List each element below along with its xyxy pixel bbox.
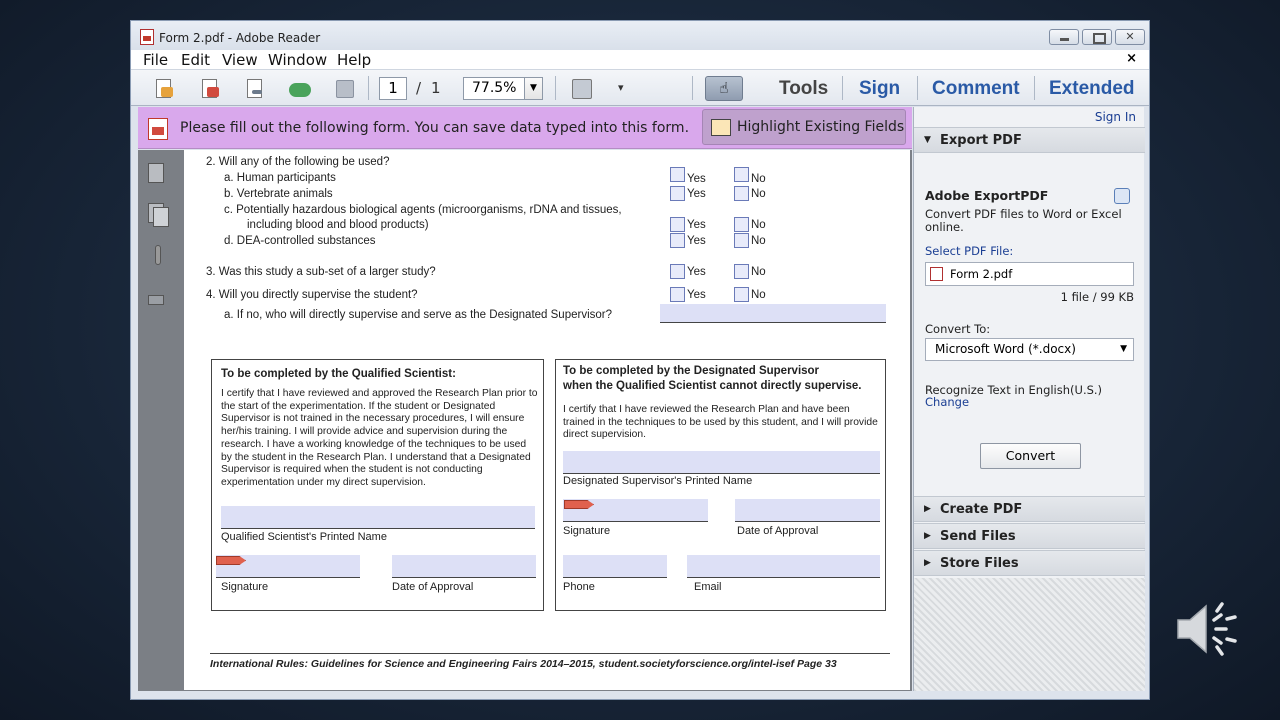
- yes-label: Yes: [687, 235, 706, 247]
- qs-printed-name-field[interactable]: [221, 506, 535, 529]
- title-bar: [131, 21, 1149, 50]
- convert-to-label: Convert To:: [925, 322, 991, 336]
- ds-phone-field[interactable]: [563, 555, 667, 578]
- send-files-header[interactable]: ▶ Send Files: [914, 523, 1145, 549]
- question-3: 3. Was this study a sub-set of a larger study?: [206, 266, 436, 278]
- question-4: 4. Will you directly supervise the student?: [206, 289, 418, 301]
- selected-file-name: Form 2.pdf: [950, 267, 1013, 281]
- checkbox-2b-yes[interactable]: [670, 186, 685, 201]
- sign-in-link[interactable]: Sign In: [1094, 110, 1136, 124]
- page-thumbnails-icon[interactable]: [148, 163, 170, 187]
- highlight-fields-button[interactable]: [702, 109, 906, 145]
- app-window: [130, 20, 1150, 700]
- tab-comment[interactable]: Comment: [932, 78, 1020, 99]
- close-window-button[interactable]: ✕: [1115, 29, 1145, 45]
- checkbox-4-yes[interactable]: [670, 287, 685, 302]
- upload-icon[interactable]: [289, 78, 311, 100]
- export-description-line-2: online.: [925, 220, 964, 234]
- checkbox-2a-no[interactable]: [734, 167, 749, 182]
- qs-date-caption: Date of Approval: [392, 581, 474, 593]
- designated-supervisor-field[interactable]: [660, 304, 886, 323]
- export-description-line-1: Convert PDF files to Word or Excel: [925, 207, 1122, 221]
- menu-view[interactable]: View: [222, 51, 258, 69]
- signatures-icon[interactable]: [148, 288, 170, 312]
- toolbar: [131, 70, 1149, 106]
- convert-button[interactable]: Convert: [980, 443, 1081, 469]
- close-document-button[interactable]: ×: [1126, 51, 1137, 66]
- create-pdf-header[interactable]: ▶ Create PDF: [914, 496, 1145, 522]
- footer-divider: [210, 653, 890, 654]
- ds-name-caption: Designated Supervisor's Printed Name: [563, 475, 753, 487]
- yes-label: Yes: [687, 289, 706, 301]
- question-2a: a. Human participants: [224, 172, 336, 184]
- export-info-icon[interactable]: [1114, 188, 1130, 204]
- attachments-icon[interactable]: [148, 245, 170, 269]
- question-2: 2. Will any of the following be used?: [206, 156, 390, 168]
- qs-heading: To be completed by the Qualified Scientist:: [221, 368, 456, 380]
- question-2b: b. Vertebrate animals: [224, 188, 333, 200]
- store-files-header[interactable]: ▶ Store Files: [914, 550, 1145, 576]
- collapsed-arrow-icon: ▶: [924, 504, 931, 514]
- designated-supervisor-box: [555, 359, 886, 611]
- selected-file-field[interactable]: [925, 262, 1134, 286]
- ds-email-caption: Email: [694, 581, 722, 593]
- collapsed-arrow-icon: ▶: [924, 558, 931, 568]
- ds-date-field[interactable]: [735, 499, 880, 522]
- page-separator: /: [416, 79, 422, 97]
- yes-label: Yes: [687, 173, 706, 185]
- menu-file[interactable]: File: [143, 51, 169, 69]
- page-number-input[interactable]: 1: [379, 77, 407, 100]
- maximize-button[interactable]: [1082, 29, 1112, 45]
- ds-heading-1: To be completed by the Designated Supervisor: [563, 365, 820, 377]
- question-2c: c. Potentially hazardous biological agents (microorganisms, rDNA and tissues,: [224, 204, 622, 216]
- toolbar-menu-icon[interactable]: ▾: [618, 81, 624, 94]
- convert-format-value: Microsoft Word (*.docx): [935, 342, 1076, 356]
- ds-certification-text: I certify that I have reviewed the Research Plan and have been trained in the techniques to be used by this student, and I will provide direct supervision.: [563, 404, 878, 441]
- checkbox-2a-yes[interactable]: [670, 167, 685, 182]
- zoom-value: 77.5%: [472, 80, 517, 96]
- no-label: No: [751, 235, 766, 247]
- qs-date-field[interactable]: [392, 555, 536, 578]
- checkbox-4-no[interactable]: [734, 287, 749, 302]
- tab-tools[interactable]: Tools: [779, 78, 829, 99]
- adobe-reader-icon: [140, 29, 154, 45]
- chevron-down-icon: ▼: [1120, 344, 1127, 354]
- question-2d: d. DEA-controlled substances: [224, 235, 376, 247]
- minimize-button[interactable]: [1049, 29, 1079, 45]
- menu-help[interactable]: Help: [337, 51, 372, 69]
- highlight-fields-icon: [711, 119, 731, 136]
- recognize-text-label: Recognize Text in English(U.S.): [925, 383, 1103, 397]
- no-label: No: [751, 173, 766, 185]
- qualified-scientist-box: [211, 359, 544, 611]
- document-view[interactable]: [180, 150, 912, 691]
- menu-window[interactable]: Window: [268, 51, 328, 69]
- open-icon[interactable]: [153, 78, 175, 100]
- export-service-name: Adobe ExportPDF: [925, 188, 1049, 203]
- yes-label: Yes: [687, 266, 706, 278]
- no-label: No: [751, 188, 766, 200]
- form-icon: [148, 118, 168, 140]
- ds-signature-caption: Signature: [563, 525, 611, 537]
- ds-email-field[interactable]: [687, 555, 880, 578]
- pdf-page: [184, 150, 910, 690]
- speaker-icon[interactable]: [1176, 600, 1240, 658]
- tab-sign[interactable]: Sign: [859, 78, 901, 99]
- form-message: Please fill out the following form. You can save data typed into this form.: [180, 120, 690, 136]
- highlight-fields-label: Highlight Existing Fields: [737, 119, 905, 135]
- select-file-label: Select PDF File:: [925, 244, 1014, 258]
- checkbox-2b-no[interactable]: [734, 186, 749, 201]
- ds-printed-name-field[interactable]: [563, 451, 880, 474]
- save-icon[interactable]: [334, 78, 356, 100]
- fit-page-icon[interactable]: [571, 78, 593, 100]
- no-label: No: [751, 289, 766, 301]
- checkbox-2c-no[interactable]: [734, 217, 749, 232]
- question-4a: a. If no, who will directly supervise and serve as the Designated Supervisor?: [224, 309, 613, 321]
- layers-icon[interactable]: [148, 203, 170, 227]
- qs-name-caption: Qualified Scientist's Printed Name: [221, 531, 387, 543]
- edit-icon[interactable]: [244, 78, 266, 100]
- tools-pane: [913, 107, 1144, 691]
- qs-signature-caption: Signature: [221, 581, 269, 593]
- no-label: No: [751, 266, 766, 278]
- no-label: No: [751, 219, 766, 231]
- page-footer: International Rules: Guidelines for Science and Engineering Fairs 2014–2015, student.societyforscience.org/intel-isef Page 33: [210, 658, 837, 670]
- tab-extended[interactable]: Extended: [1049, 78, 1135, 99]
- convert-format-select[interactable]: [925, 338, 1134, 361]
- ds-date-caption: Date of Approval: [737, 525, 819, 537]
- checkbox-2d-no[interactable]: [734, 233, 749, 248]
- zoom-dropdown-icon[interactable]: ▼: [524, 78, 542, 99]
- hand-tool-icon[interactable]: ☝: [705, 76, 743, 101]
- yes-label: Yes: [687, 188, 706, 200]
- expanded-arrow-icon: ▼: [924, 135, 931, 145]
- menu-bar: [131, 50, 1149, 70]
- panel-empty-area: [914, 578, 1145, 691]
- checkbox-3-yes[interactable]: [670, 264, 685, 279]
- form-notification-bar: [138, 107, 912, 149]
- export-pdf-header[interactable]: ▼ Export PDF: [914, 127, 1145, 153]
- checkbox-3-no[interactable]: [734, 264, 749, 279]
- create-pdf-icon[interactable]: [199, 78, 221, 100]
- change-language-link[interactable]: Change: [925, 395, 970, 409]
- checkbox-2c-yes[interactable]: [670, 217, 685, 232]
- collapsed-arrow-icon: ▶: [924, 531, 931, 541]
- navigation-pane: [138, 150, 180, 691]
- pdf-file-icon: [930, 267, 943, 281]
- window-title: Form 2.pdf - Adobe Reader: [159, 31, 321, 45]
- ds-phone-caption: Phone: [563, 581, 595, 593]
- question-2c-cont: including blood and blood products): [247, 219, 429, 231]
- page-total: 1: [431, 79, 441, 97]
- file-info: 1 file / 99 KB: [1060, 290, 1134, 304]
- zoom-select[interactable]: [463, 77, 543, 100]
- yes-label: Yes: [687, 219, 706, 231]
- ds-heading-2: when the Qualified Scientist cannot directly supervise.: [563, 380, 862, 392]
- checkbox-2d-yes[interactable]: [670, 233, 685, 248]
- qs-certification-text: I certify that I have reviewed and approved the Research Plan prior to the start of the experimentation. If the student or Designated Supervisor is not trained in the necessary procedures, I will ensure her/his training. I will provide advice and supervision during the research. I have a working knowledge of the techniques to be used by the student in the Research Plan. I understand that a Designated Supervisor is required when the student is not conducting experimentation under my direct supervision.: [221, 388, 538, 488]
- menu-edit[interactable]: Edit: [181, 51, 211, 69]
